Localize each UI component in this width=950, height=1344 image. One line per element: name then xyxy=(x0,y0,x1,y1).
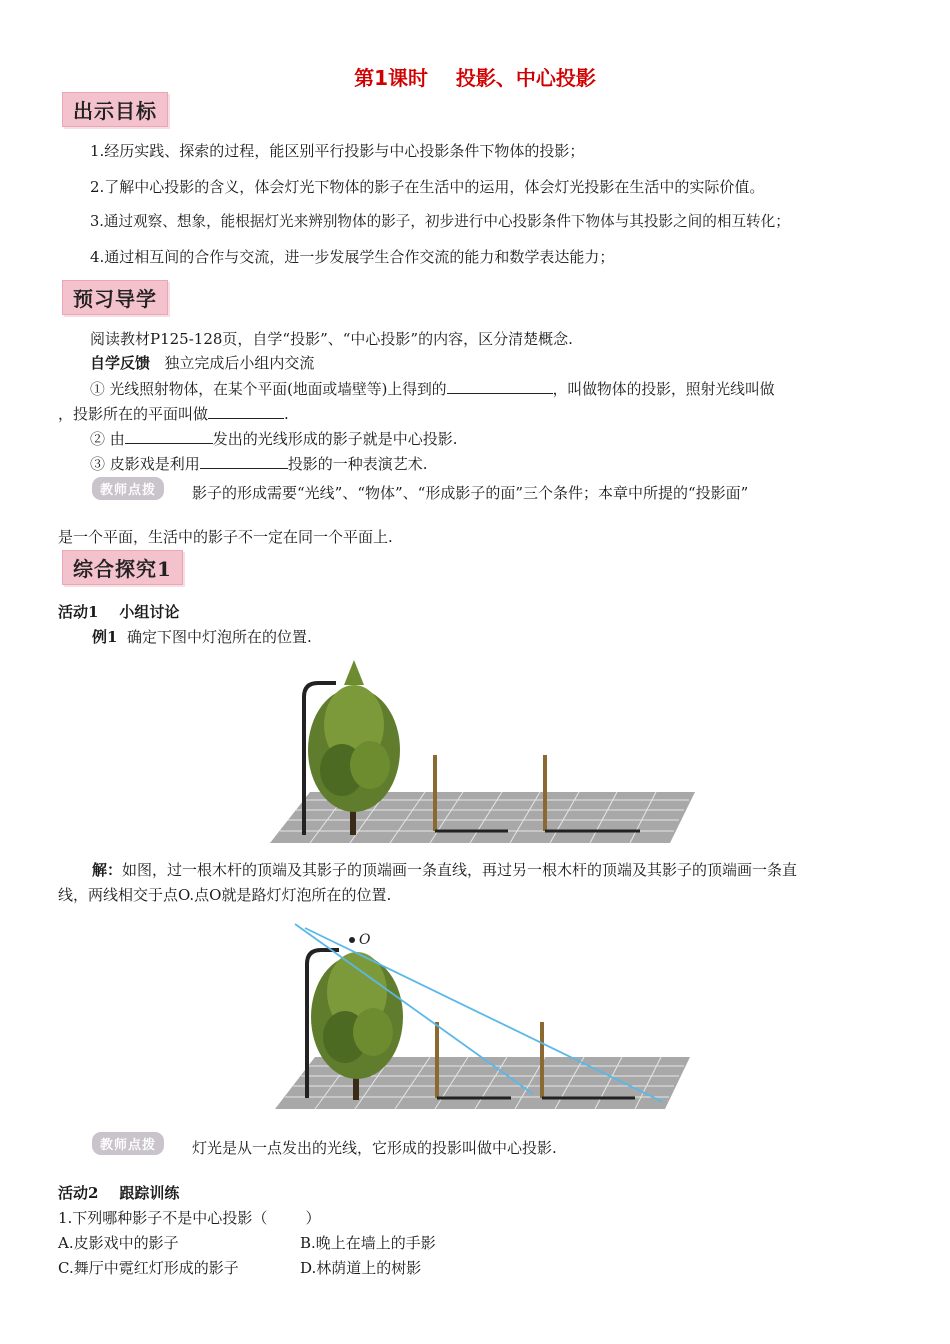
question-1-line-2 xyxy=(58,402,289,425)
teacher-tip-line-1: 影子的形成需要“光线”、“物体”、“形成影子的面”三个条件；本章中所提的“投影面” xyxy=(192,484,749,502)
section-heading-objectives: 出示目标 xyxy=(62,92,168,127)
solution-label: 解： xyxy=(92,861,123,879)
option-c[interactable]: C.舞厅中霓红灯形成的影子 xyxy=(58,1259,239,1277)
pole-2 xyxy=(540,1022,544,1098)
objective-item: 4.通过相互间的合作与交流，进一步发展学生合作交流的能力和数学表达能力； xyxy=(90,248,615,266)
tip-badge-label: 教师点拨 xyxy=(92,1132,164,1155)
figure-street-lamp-solution xyxy=(275,922,695,1112)
option-a[interactable]: A.皮影戏中的影子 xyxy=(58,1234,179,1252)
feedback-line xyxy=(90,352,314,374)
pole-1 xyxy=(433,755,437,831)
page-title: 第1课时 投影、中心投影 xyxy=(354,66,596,90)
example-1 xyxy=(92,626,312,648)
solution-line-2: 线，两线相交于点O.点O就是路灯灯泡所在的位置. xyxy=(58,886,392,904)
feedback-text: 独立完成后小组内交流 xyxy=(164,354,315,372)
tip-badge-label: 教师点拨 xyxy=(92,477,164,500)
q1-text-d: . xyxy=(284,405,289,423)
solution-line-1 xyxy=(92,859,797,881)
point-o-label: O xyxy=(359,932,371,948)
section-heading-explore: 综合探究1 xyxy=(62,550,183,585)
preview-intro: 阅读教材P125-128页，自学“投影”、“中心投影”的内容，区分清楚概念. xyxy=(90,330,573,348)
example-label: 例1 xyxy=(92,628,118,646)
teacher-tip-line-2: 是一个平面，生活中的影子不一定在同一个平面上. xyxy=(58,528,393,546)
teacher-tip-badge xyxy=(92,477,164,500)
q2-blank[interactable] xyxy=(125,427,213,444)
option-b[interactable]: B.晚上在墙上的手影 xyxy=(300,1234,436,1252)
training-question: 1.下列哪种影子不是中心投影（ ） xyxy=(58,1209,321,1227)
feedback-label: 自学反馈 xyxy=(90,354,151,372)
question-2 xyxy=(90,427,458,450)
q1-text-a: ① 光线照射物体，在某个平面(地面或墙壁等)上得到的 xyxy=(90,381,447,398)
teacher-tip-badge-2 xyxy=(92,1132,164,1155)
q1-text-b: ，叫做物体的投影，照射光线叫做 xyxy=(552,381,775,398)
point-o-marker xyxy=(349,937,355,943)
question-3 xyxy=(90,452,428,475)
q1-blank-2[interactable] xyxy=(208,402,284,419)
objective-item: 3.通过观察、想象，能根据灯光来辨别物体的影子，初步进行中心投影条件下物体与其投影之间的相互转化； xyxy=(90,213,790,230)
activity-1-heading: 活动1 小组讨论 xyxy=(58,603,180,621)
question-1-line-1 xyxy=(90,377,775,401)
q2-text-a: ② 由 xyxy=(90,430,125,448)
q3-blank[interactable] xyxy=(200,452,288,469)
solution-text: 如图，过一根木杆的顶端及其影子的顶端画一条直线，再过另一根木杆的顶端及其影子的顶端画一条直 xyxy=(122,861,798,879)
figure-street-lamp xyxy=(270,655,700,847)
q1-blank-1[interactable] xyxy=(447,377,553,394)
q1-text-c: ，投影所在的平面叫做 xyxy=(58,405,209,423)
q3-text-b: 投影的一种表演艺术. xyxy=(287,455,428,473)
q2-text-b: 发出的光线形成的影子就是中心投影. xyxy=(212,430,458,448)
objective-item: 1.经历实践、探索的过程，能区别平行投影与中心投影条件下物体的投影； xyxy=(90,142,585,160)
activity-2-heading: 活动2 跟踪训练 xyxy=(58,1184,180,1202)
example-text: 确定下图中灯泡所在的位置. xyxy=(126,628,312,646)
option-d[interactable]: D.林荫道上的树影 xyxy=(300,1259,422,1277)
objective-item: 2.了解中心投影的含义，体会灯光下物体的影子在生活中的运用，体会灯光投影在生活中的实际价值。 xyxy=(90,178,765,196)
section-heading-preview: 预习导学 xyxy=(62,280,168,315)
teacher-tip-text-2: 灯光是从一点发出的光线，它形成的投影叫做中心投影. xyxy=(192,1139,557,1157)
q3-text-a: ③ 皮影戏是利用 xyxy=(90,455,200,473)
pole-2 xyxy=(543,755,547,831)
pole-1 xyxy=(435,1022,439,1098)
